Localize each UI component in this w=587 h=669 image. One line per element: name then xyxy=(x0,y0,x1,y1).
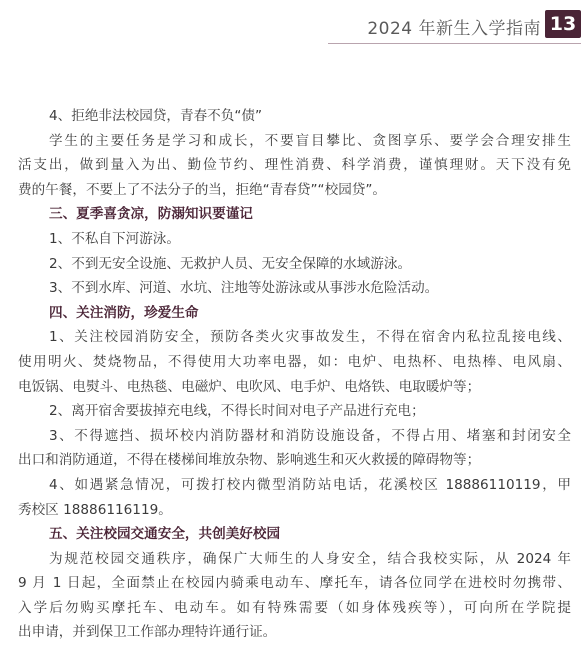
text-line: 学生的主要任务是学习和成长，不要盲目攀比、贪图享乐、要学会合理安排生 xyxy=(49,132,571,149)
text-line: 9 月 1 日起，全面禁止在校园内骑乘电动车、摩托车，请各位同学在进校时勿携带、 xyxy=(18,575,571,592)
text-line: 2、不到无安全设施、无救护人员、无安全保障的水域游泳。 xyxy=(49,255,412,272)
document-body xyxy=(18,104,571,645)
text-line: 为规范校园交通秩序，确保广大师生的人身安全，结合我校实际，从 2024 年 xyxy=(49,550,571,567)
text-line: 出申请，并到保卫工作部办理特许通行证。 xyxy=(18,624,277,641)
text-line: 电饭锅、电熨斗、电热毯、电磁炉、电吹风、电手炉、电烙铁、电取暖炉等； xyxy=(18,378,481,395)
section-heading: 四、关注消防，珍爱生命 xyxy=(49,304,199,321)
text-line: 1、关注校园消防安全，预防各类火灾事故发生，不得在宿舍内私拉乱接电线、 xyxy=(49,329,571,346)
text-line: 2、离开宿舍要拔掉充电线，不得长时间对电子产品进行充电； xyxy=(49,403,425,420)
section-heading: 三、夏季喜贪凉，防溺知识要谨记 xyxy=(49,206,253,223)
page-header xyxy=(0,0,587,52)
text-line: 4、如遇紧急情况，可拨打校内微型消防站电话，花溪校区 18886110119，甲 xyxy=(49,476,571,493)
header-divider xyxy=(328,43,581,44)
section-heading: 五、关注校园交通安全，共创美好校园 xyxy=(49,526,281,543)
text-line: 出口和消防通道，不得在楼梯间堆放杂物、影响逃生和灭火救援的障碍物等； xyxy=(18,452,481,469)
page-number-badge: 13 xyxy=(545,10,581,38)
text-line: 活支出，做到量入为出、勤俭节约、理性消费、科学消费，谨慎理财。天下没有免 xyxy=(18,157,571,174)
text-line: 费的午餐，不要上了不法分子的当，拒绝“青春贷”“校园贷”。 xyxy=(18,181,387,198)
text-line: 1、不私自下河游泳。 xyxy=(49,230,180,247)
header-title: 2024 年新生入学指南 xyxy=(367,19,541,39)
text-line: 3、不到水库、河道、水坑、注地等处游泳或从事涉水危险活动。 xyxy=(49,280,439,297)
text-line: 使用明火、焚烧物品，不得使用大功率电器，如：电炉、电热杯、电热棒、电风扇、 xyxy=(18,353,571,370)
text-line: 入学后勿购买摩托车、电动车。如有特殊需要（如身体残疾等），可向所在学院提 xyxy=(18,599,571,616)
text-line: 4、拒绝非法校园贷，青春不负“债” xyxy=(49,108,263,124)
text-line: 秀校区 18886116119。 xyxy=(18,501,172,518)
text-line: 3、不得遮挡、损坏校内消防器材和消防设施设备，不得占用、堵塞和封闭安全 xyxy=(49,427,571,444)
